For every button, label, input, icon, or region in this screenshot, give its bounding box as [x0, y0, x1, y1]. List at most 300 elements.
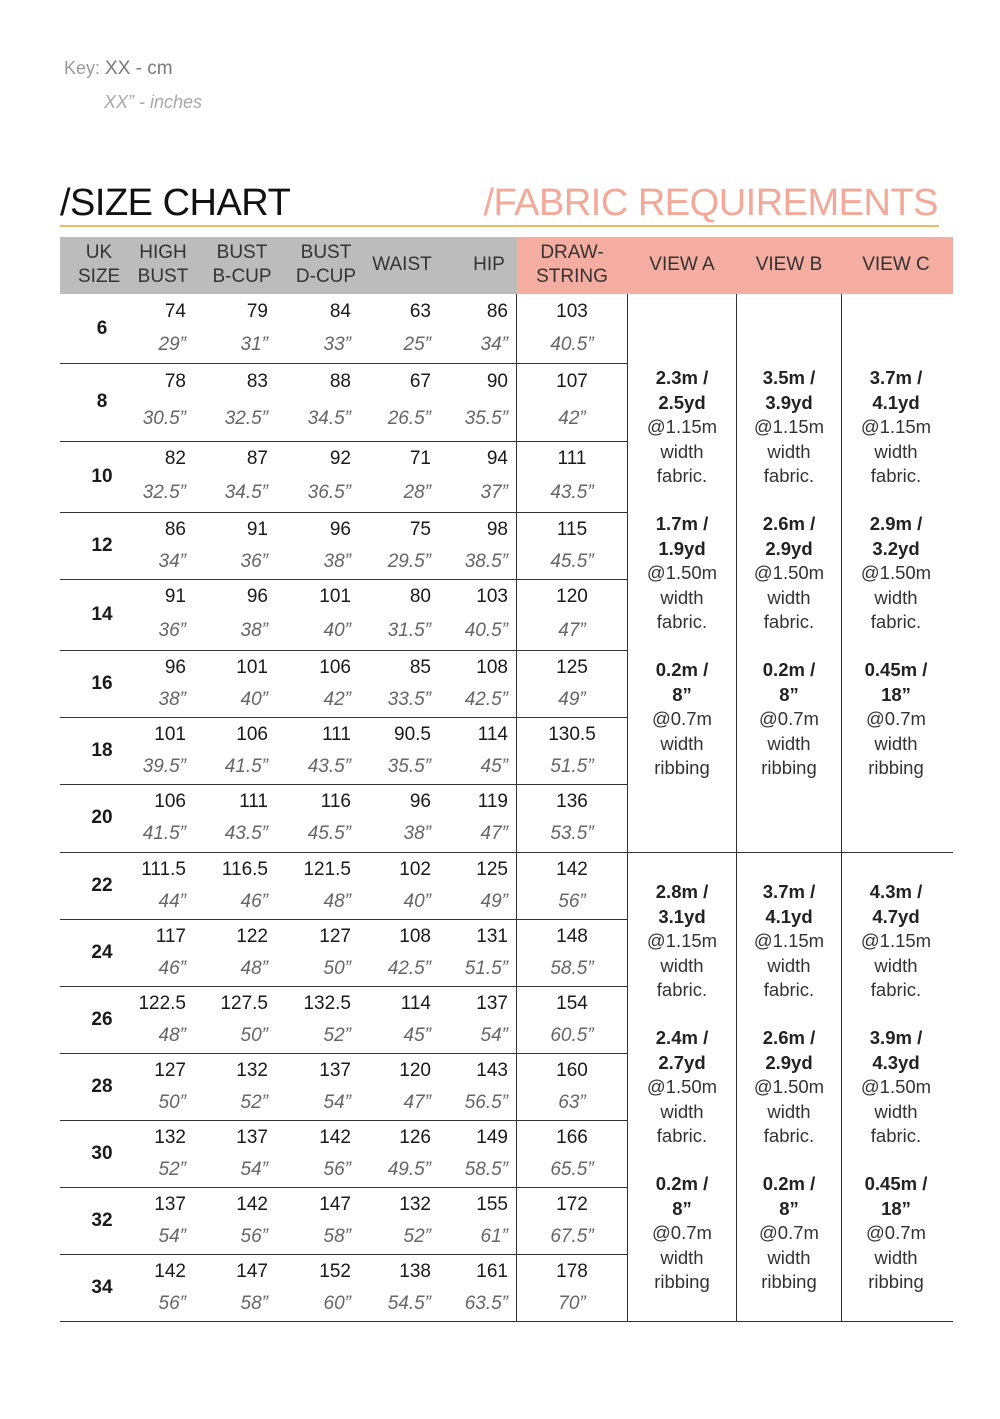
inch-value: 45” [480, 756, 508, 777]
inch-value: 50” [158, 1092, 186, 1113]
fabric-amount: 0.45m / [864, 659, 928, 680]
inch-value: 31” [240, 334, 268, 355]
cm-value: 178 [556, 1261, 588, 1282]
inch-value: 40” [240, 689, 268, 710]
fabric-note: @0.7m [759, 708, 819, 729]
inch-value: 29.5” [387, 551, 431, 572]
cm-value: 114 [400, 993, 431, 1014]
inch-value: 36” [240, 551, 268, 572]
cm-value: 142 [556, 859, 588, 880]
fabric-note: width [660, 1100, 704, 1122]
fabric-note: width [874, 1100, 918, 1122]
fabric-note: width [660, 440, 704, 462]
inch-value: 34” [158, 551, 186, 572]
header-view-a: VIEW A [649, 254, 715, 275]
fabric-amount: 0.2m / [655, 1173, 709, 1194]
cm-value: 132 [236, 1060, 268, 1081]
inch-value: 43.5” [224, 823, 268, 844]
fabric-requirement-block [844, 1172, 948, 1295]
fabric-requirement-block [630, 658, 734, 781]
fabric-amount: 1.9yd [658, 537, 706, 559]
cm-value: 91 [246, 519, 268, 540]
inch-value: 56” [158, 1293, 186, 1314]
cm-value: 86 [164, 519, 186, 540]
cm-value: 85 [409, 657, 431, 678]
fabric-note: @1.50m [753, 1076, 825, 1097]
fabric-note: @0.7m [652, 708, 712, 729]
size-label: 32 [91, 1209, 113, 1231]
inch-value: 70” [558, 1293, 586, 1314]
inch-value: 40.5” [550, 334, 594, 355]
inch-value: 37” [480, 482, 508, 503]
fabric-note: width [660, 732, 704, 754]
inch-value: 32.5” [224, 408, 268, 429]
cm-value: 87 [246, 448, 268, 469]
cm-value: 74 [164, 301, 186, 322]
size-label: 14 [91, 603, 113, 625]
inch-value: 43.5” [550, 482, 594, 503]
inch-value: 42” [323, 689, 351, 710]
cm-value: 83 [246, 371, 268, 392]
fabric-note: ribbing [761, 757, 817, 778]
cm-value: 96 [329, 519, 351, 540]
cm-value: 88 [329, 371, 351, 392]
inch-value: 43.5” [307, 756, 351, 777]
fabric-note: ribbing [654, 757, 710, 778]
cm-value: 111 [239, 791, 268, 812]
inch-value: 47” [403, 1092, 431, 1113]
fabric-requirement-block [737, 880, 841, 1003]
inch-value: 56.5” [464, 1092, 508, 1113]
fabric-requirement-block [844, 366, 948, 489]
fabric-amount: 2.9yd [765, 1051, 813, 1073]
fabric-amount: 3.1yd [658, 905, 706, 927]
fabric-note: fabric. [763, 465, 815, 486]
inch-value: 56” [558, 891, 586, 912]
cm-value: 155 [476, 1194, 508, 1215]
cm-value: 143 [476, 1060, 508, 1081]
fabric-amount: 0.45m / [864, 1173, 928, 1194]
inch-value: 42” [558, 408, 586, 429]
cm-value: 90 [486, 371, 508, 392]
cm-value: 102 [399, 859, 431, 880]
size-label: 26 [91, 1008, 113, 1030]
fabric-amount: 2.5yd [658, 391, 706, 413]
inch-value: 67.5” [550, 1226, 594, 1247]
cm-value: 152 [319, 1261, 351, 1282]
fabric-note: @1.15m [646, 416, 718, 437]
inch-value: 44” [158, 891, 186, 912]
fabric-amount: 0.2m / [762, 1173, 816, 1194]
fabric-amount: 4.3yd [872, 1051, 920, 1073]
fabric-note: width [767, 1100, 811, 1122]
inch-value: 61” [480, 1226, 508, 1247]
cm-value: 103 [476, 586, 508, 607]
fabric-note: width [767, 586, 811, 608]
cm-value: 107 [556, 371, 588, 392]
inch-value: 53.5” [550, 823, 594, 844]
cm-value: 101 [236, 657, 268, 678]
fabric-note: @0.7m [652, 1222, 712, 1243]
fabric-note: width [767, 732, 811, 754]
fabric-amount: 3.7m / [869, 367, 923, 388]
inch-value: 56” [323, 1159, 351, 1180]
inch-value: 54.5” [387, 1293, 431, 1314]
cm-value: 119 [477, 791, 508, 812]
fabric-note: @0.7m [759, 1222, 819, 1243]
fabric-note: @1.50m [753, 562, 825, 583]
view-a-left-divider [627, 294, 628, 1321]
fabric-requirement-block [737, 658, 841, 781]
cm-value: 130.5 [548, 724, 596, 745]
fabric-amount: 2.9m / [869, 513, 923, 534]
cm-value: 131 [476, 926, 508, 947]
cm-value: 116 [320, 791, 351, 812]
cm-value: 136 [556, 791, 588, 812]
fabric-note: ribbing [654, 1271, 710, 1292]
cm-value: 160 [556, 1060, 588, 1081]
fabric-amount: 2.7yd [658, 1051, 706, 1073]
fabric-requirement-block [630, 1172, 734, 1295]
cm-value: 101 [154, 724, 186, 745]
key-cm: XX - cm [105, 58, 173, 79]
row-separator [60, 919, 627, 920]
cm-value: 127.5 [220, 993, 268, 1014]
cm-value: 137 [154, 1194, 186, 1215]
fabric-amount: 3.7m / [762, 881, 816, 902]
inch-value: 33.5” [387, 689, 431, 710]
inch-value: 26.5” [387, 408, 431, 429]
cm-value: 142 [154, 1261, 186, 1282]
fabric-note: fabric. [656, 465, 708, 486]
fabric-note: ribbing [761, 1271, 817, 1292]
size-label: 30 [91, 1142, 113, 1164]
inch-value: 50” [323, 958, 351, 979]
inch-value: 34.5” [307, 408, 351, 429]
cm-value: 149 [476, 1127, 508, 1148]
cm-value: 94 [486, 448, 508, 469]
size-label: 28 [91, 1075, 113, 1097]
header-uk-size [78, 241, 120, 289]
inch-value: 45.5” [307, 823, 351, 844]
inch-value: 60” [323, 1293, 351, 1314]
fabric-amount: 18” [881, 1197, 911, 1219]
fabric-requirement-block [630, 512, 734, 635]
fabric-note: @0.7m [866, 1222, 926, 1243]
fabric-note: @1.15m [860, 930, 932, 951]
header-bust-d-line2: D-CUP [295, 266, 357, 287]
fabric-amount: 4.1yd [872, 391, 920, 413]
inch-value: 45.5” [550, 551, 594, 572]
inch-value: 58.5” [464, 1159, 508, 1180]
inch-value: 46” [158, 958, 186, 979]
cm-value: 98 [486, 519, 508, 540]
fabric-note: @1.50m [646, 1076, 718, 1097]
cm-value: 137 [476, 993, 508, 1014]
inch-value: 52” [158, 1159, 186, 1180]
inch-value: 51.5” [550, 756, 594, 777]
header-high-bust-line1: HIGH [139, 242, 187, 263]
cm-value: 161 [476, 1261, 508, 1282]
fabric-amount: 2.3m / [655, 367, 709, 388]
fabric-note: fabric. [656, 979, 708, 1000]
inch-value: 38” [240, 620, 268, 641]
inch-value: 58” [240, 1293, 268, 1314]
inch-value: 60.5” [550, 1025, 594, 1046]
cm-value: 96 [246, 586, 268, 607]
fabric-amount: 4.1yd [765, 905, 813, 927]
fabric-amount: 0.2m / [762, 659, 816, 680]
inch-value: 34” [480, 334, 508, 355]
inch-value: 41.5” [224, 756, 268, 777]
inch-value: 42.5” [464, 689, 508, 710]
fabric-note: width [767, 1246, 811, 1268]
inch-value: 48” [158, 1025, 186, 1046]
fabric-note: fabric. [656, 1125, 708, 1146]
fabric-amount: 3.9m / [869, 1027, 923, 1048]
cm-value: 75 [409, 519, 431, 540]
inch-value: 56” [240, 1226, 268, 1247]
inch-value: 34.5” [224, 482, 268, 503]
cm-value: 108 [399, 926, 431, 947]
inch-value: 52” [403, 1226, 431, 1247]
cm-value: 86 [486, 301, 508, 322]
size-label: 22 [91, 874, 113, 896]
cm-value: 111 [557, 448, 587, 469]
fabric-amount: 2.8m / [655, 881, 709, 902]
fabric-note: width [874, 732, 918, 754]
cm-value: 172 [556, 1194, 588, 1215]
cm-value: 90.5 [394, 724, 431, 745]
header-view-b: VIEW B [755, 254, 823, 275]
cm-value: 103 [556, 301, 588, 322]
cm-value: 67 [409, 371, 431, 392]
inch-value: 33” [323, 334, 351, 355]
fabric-note: width [874, 586, 918, 608]
fabric-amount: 2.6m / [762, 513, 816, 534]
row-separator [60, 579, 627, 580]
inch-value: 51.5” [464, 958, 508, 979]
inch-value: 54” [240, 1159, 268, 1180]
cm-value: 142 [319, 1127, 351, 1148]
inch-value: 54” [480, 1025, 508, 1046]
fabric-note: @0.7m [866, 708, 926, 729]
inch-value: 47” [558, 620, 586, 641]
fabric-amount: 3.2yd [872, 537, 920, 559]
fabric-amount: 1.7m / [655, 513, 709, 534]
fabric-note: fabric. [870, 465, 922, 486]
fabric-note: width [660, 586, 704, 608]
cm-value: 63 [409, 301, 431, 322]
fabric-amount: 0.2m / [655, 659, 709, 680]
inch-value: 46” [240, 891, 268, 912]
inch-value: 58” [323, 1226, 351, 1247]
inch-value: 38” [403, 823, 431, 844]
cm-value: 122 [236, 926, 268, 947]
cm-value: 80 [409, 586, 431, 607]
title-rule [60, 225, 939, 227]
fabric-note: @1.50m [860, 562, 932, 583]
row-separator [60, 1187, 627, 1188]
inch-value: 25” [403, 334, 431, 355]
view-c-left-divider [841, 294, 842, 1321]
fabric-note: fabric. [656, 611, 708, 632]
fabric-amount: 4.3m / [869, 881, 923, 902]
row-separator [60, 1254, 627, 1255]
header-drawstring-line1: DRAW- [540, 242, 604, 263]
size-label: 34 [91, 1276, 113, 1298]
fabric-note: fabric. [870, 611, 922, 632]
fabric-requirement-block [844, 880, 948, 1003]
fabric-note: fabric. [870, 1125, 922, 1146]
inch-value: 52” [323, 1025, 351, 1046]
fabric-amount: 2.4m / [655, 1027, 709, 1048]
cm-value: 147 [236, 1261, 268, 1282]
fabric-note: @1.15m [860, 416, 932, 437]
cm-value: 137 [236, 1127, 268, 1148]
cm-value: 142 [236, 1194, 268, 1215]
size-label: 18 [91, 739, 113, 761]
fabric-requirement-block [630, 880, 734, 1003]
fabric-note: @1.50m [860, 1076, 932, 1097]
fabric-note: @1.15m [753, 930, 825, 951]
cm-value: 114 [477, 724, 508, 745]
size-label: 20 [91, 807, 113, 828]
header-bust-b [204, 241, 280, 289]
inch-value: 63” [558, 1092, 586, 1113]
cm-value: 106 [154, 791, 186, 812]
size-label: 24 [91, 941, 113, 963]
fabric-note: width [767, 954, 811, 976]
size-label: 6 [96, 317, 108, 339]
header-high-bust [132, 241, 194, 289]
inch-value: 49” [480, 891, 508, 912]
cm-value: 166 [556, 1127, 588, 1148]
fabric-requirement-block [737, 1172, 841, 1295]
inch-value: 45” [403, 1025, 431, 1046]
key-prefix: Key: [64, 58, 101, 78]
size-label: 10 [91, 465, 113, 487]
row-separator [60, 852, 627, 853]
fabric-note: width [660, 1246, 704, 1268]
fabric-note: ribbing [868, 1271, 924, 1292]
inch-value: 42.5” [387, 958, 431, 979]
fabric-amount: 8” [779, 683, 799, 705]
fabric-amount: 3.5m / [762, 367, 816, 388]
inch-value: 35.5” [387, 756, 431, 777]
key-legend [64, 58, 173, 80]
fabric-note: width [660, 954, 704, 976]
header-bust-b-line1: BUST [216, 242, 268, 263]
cm-value: 101 [319, 586, 351, 607]
fabric-note: ribbing [868, 757, 924, 778]
cm-value: 108 [476, 657, 508, 678]
fabric-note: @1.15m [646, 930, 718, 951]
cm-value: 121.5 [303, 859, 351, 880]
fabric-note: fabric. [763, 611, 815, 632]
size-chart-title: /SIZE CHART [60, 182, 291, 224]
fabric-amount: 3.9yd [765, 391, 813, 413]
cm-value: 126 [399, 1127, 431, 1148]
row-separator [60, 650, 627, 651]
inch-value: 49” [558, 689, 586, 710]
drawstring-divider [516, 294, 517, 1321]
inch-value: 29” [158, 334, 186, 355]
inch-value: 50” [240, 1025, 268, 1046]
fabric-note: fabric. [870, 979, 922, 1000]
inch-value: 32.5” [142, 482, 186, 503]
fabric-requirement-block [844, 512, 948, 635]
cm-value: 79 [246, 301, 268, 322]
inch-value: 36.5” [307, 482, 351, 503]
cm-value: 84 [329, 301, 351, 322]
fabric-requirement-block [844, 658, 948, 781]
cm-value: 96 [409, 791, 431, 812]
fabric-amount: 2.9yd [765, 537, 813, 559]
inch-value: 41.5” [142, 823, 186, 844]
cm-value: 154 [556, 993, 588, 1014]
fabric-group-divider [627, 852, 953, 853]
inch-value: 52” [240, 1092, 268, 1113]
fabric-note: width [874, 954, 918, 976]
fabric-requirement-block [737, 1026, 841, 1149]
inch-value: 63.5” [464, 1293, 508, 1314]
fabric-requirement-block [630, 366, 734, 489]
header-drawstring [528, 241, 616, 289]
cm-value: 91 [164, 586, 186, 607]
cm-value: 82 [164, 448, 186, 469]
cm-value: 106 [236, 724, 268, 745]
cm-value: 111.5 [141, 859, 186, 880]
cm-value: 132 [154, 1127, 186, 1148]
cm-value: 120 [556, 586, 588, 607]
cm-value: 132.5 [303, 993, 351, 1014]
cm-value: 117 [155, 926, 186, 947]
size-label: 12 [91, 534, 113, 556]
cm-value: 122.5 [138, 993, 186, 1014]
fabric-amount: 2.6m / [762, 1027, 816, 1048]
cm-value: 111 [322, 724, 351, 745]
fabric-amount: 8” [672, 683, 692, 705]
cm-value: 71 [409, 448, 431, 469]
inch-value: 38” [158, 689, 186, 710]
cm-value: 138 [399, 1261, 431, 1282]
cm-value: 78 [164, 371, 186, 392]
fabric-requirements-title: /FABRIC REQUIREMENTS [483, 182, 938, 224]
inch-value: 40.5” [464, 620, 508, 641]
fabric-requirement-block [630, 1026, 734, 1149]
row-separator [60, 512, 627, 513]
header-waist: WAIST [372, 254, 432, 275]
cm-value: 132 [399, 1194, 431, 1215]
cm-value: 106 [319, 657, 351, 678]
size-label: 8 [96, 391, 108, 412]
fabric-requirement-block [737, 512, 841, 635]
inch-value: 49.5” [387, 1159, 431, 1180]
inch-value: 35.5” [464, 408, 508, 429]
cm-value: 125 [476, 859, 508, 880]
cm-value: 147 [319, 1194, 351, 1215]
cm-value: 120 [399, 1060, 431, 1081]
cm-value: 116.5 [221, 859, 268, 880]
fabric-note: fabric. [763, 1125, 815, 1146]
fabric-requirement-block [737, 366, 841, 489]
inch-value: 54” [158, 1226, 186, 1247]
inch-value: 65.5” [550, 1159, 594, 1180]
fabric-note: width [874, 440, 918, 462]
header-uk-size-line1: UK [85, 242, 113, 263]
header-bust-d [288, 241, 364, 289]
